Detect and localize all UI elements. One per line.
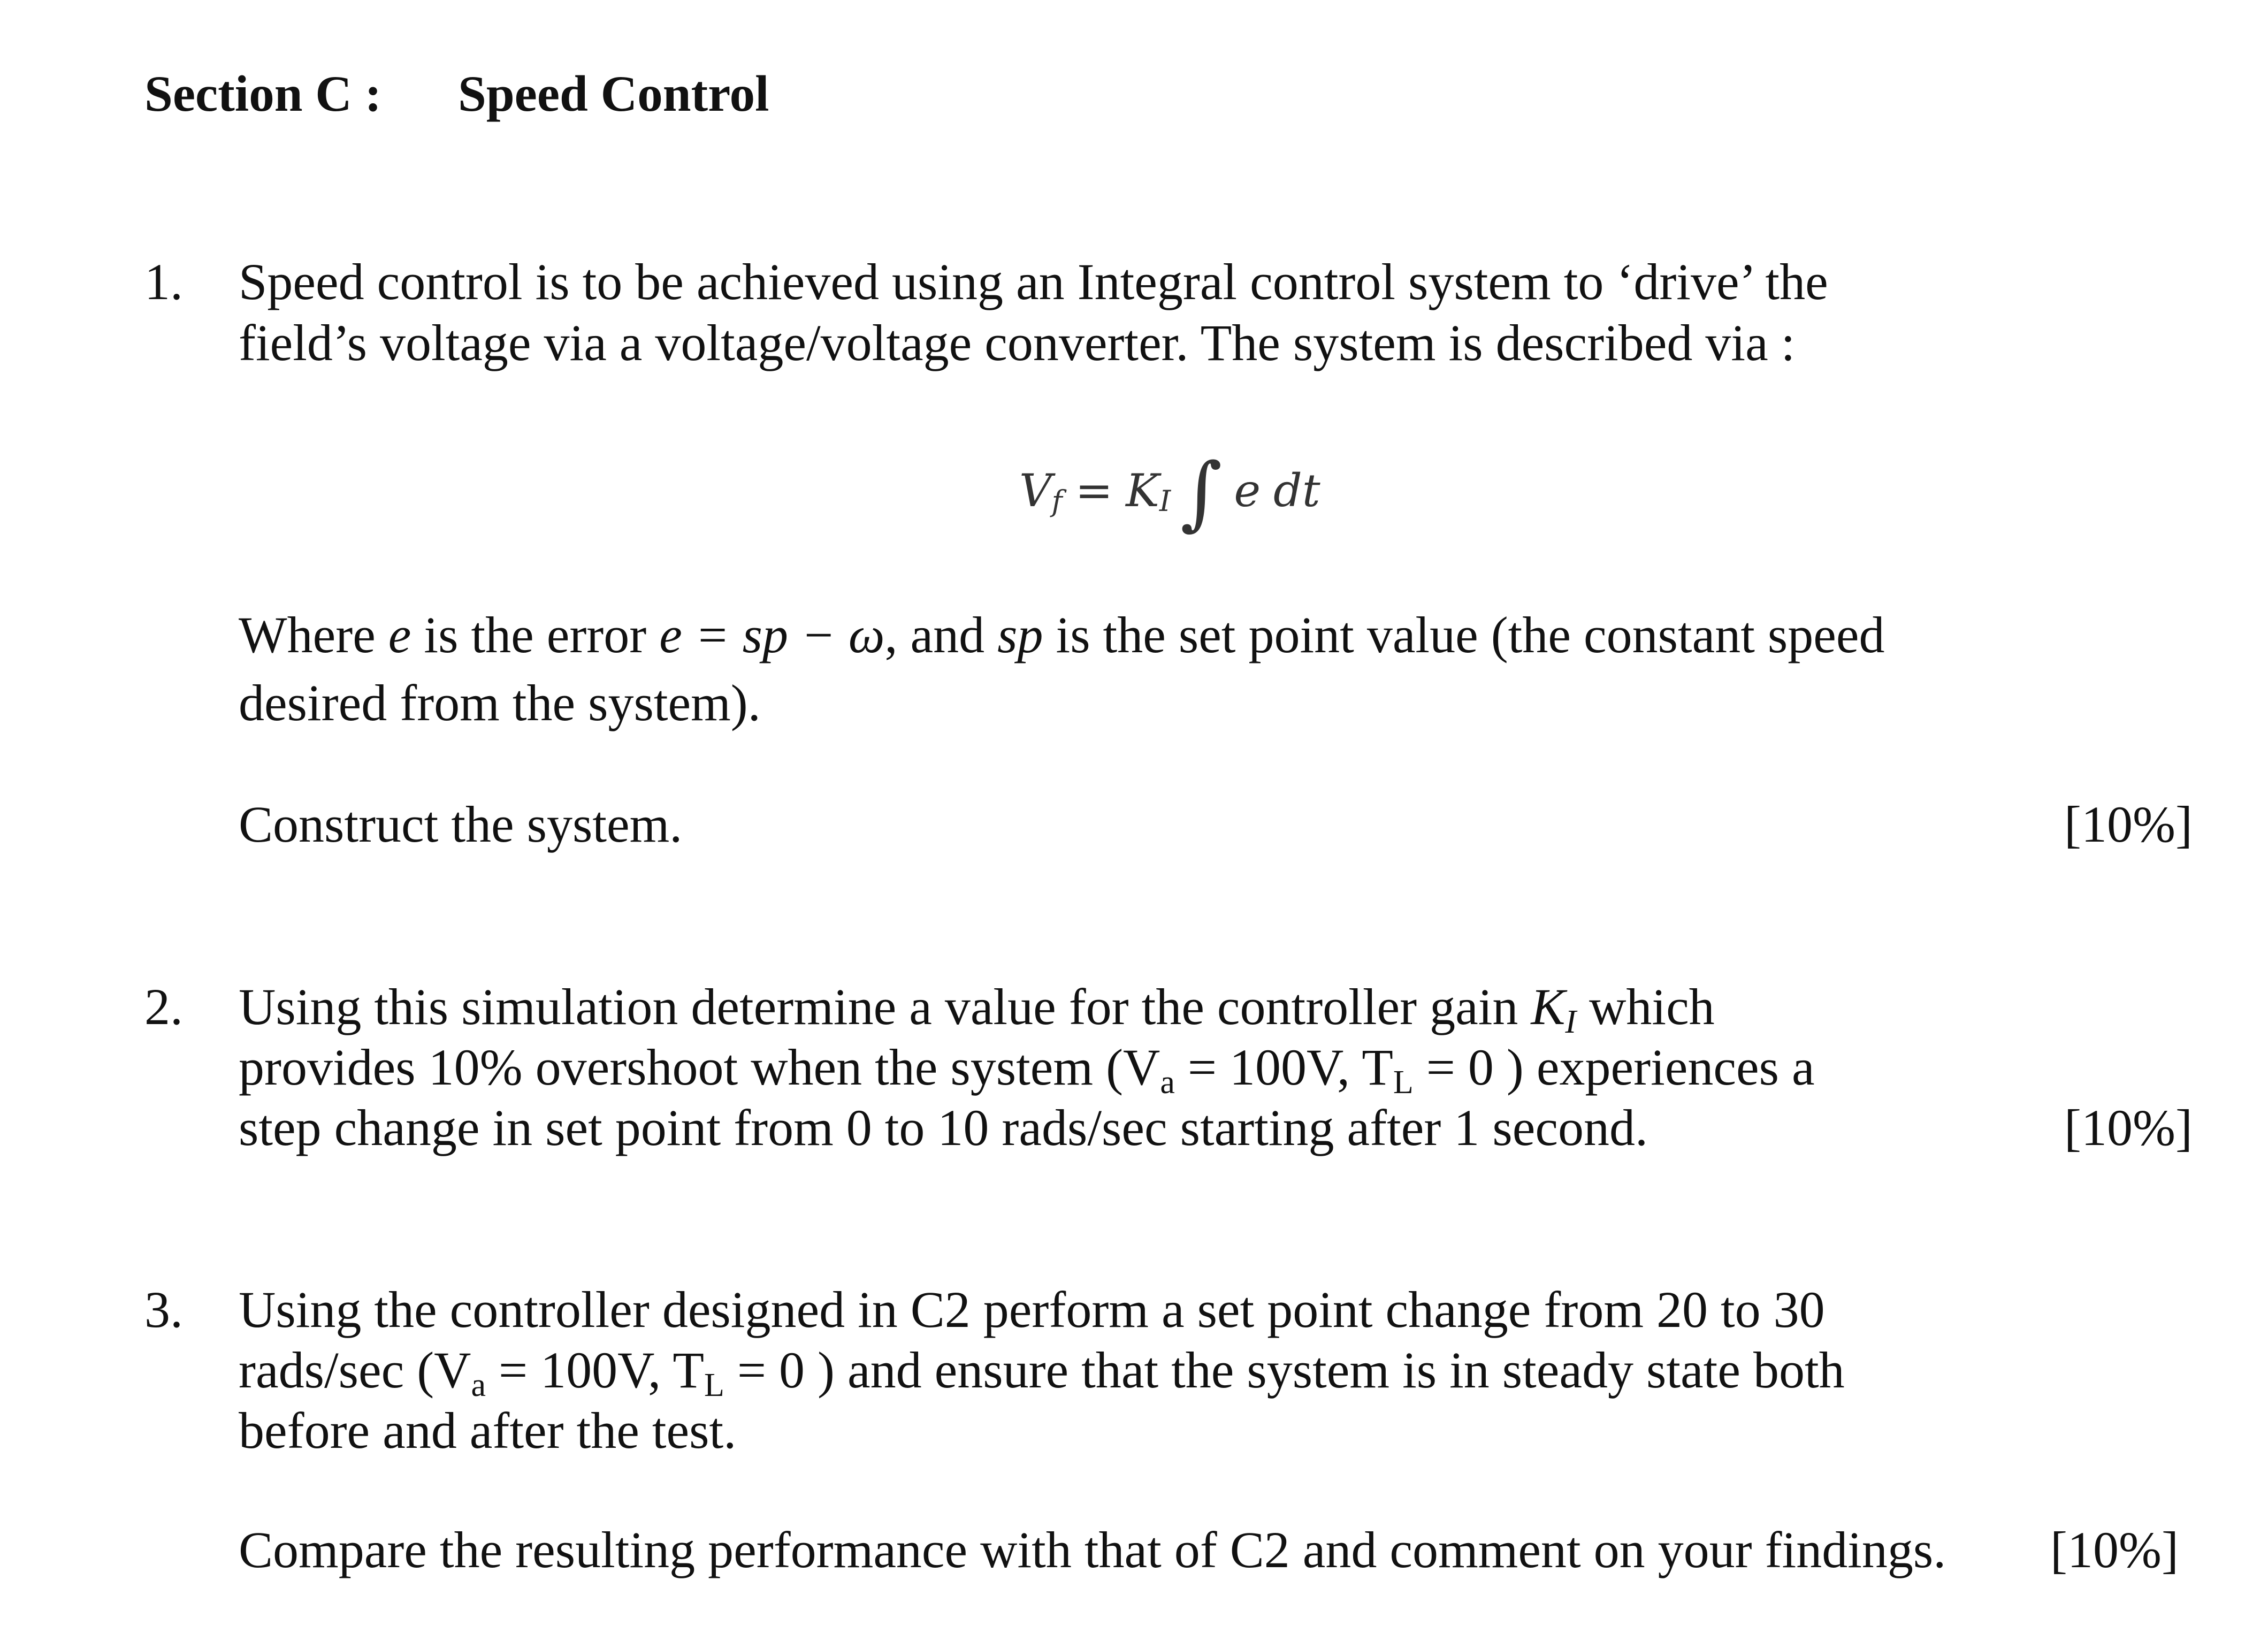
question-3-number: 3.: [144, 1281, 183, 1338]
va-subscript: a: [1160, 1064, 1175, 1101]
equation-equals: =: [1075, 464, 1113, 517]
where-text-1: Where: [239, 606, 388, 663]
q2-line-2-text-c: = 0 ) experiences a: [1413, 1039, 1815, 1096]
setpoint-variable: sp: [997, 606, 1043, 663]
question-2-line-3: step change in set point from 0 to 10 rads/sec starting after 1 second.: [239, 1099, 1648, 1156]
equation-lhs: V: [1019, 464, 1052, 517]
q2-line-2-text-b: = 100V, T: [1174, 1039, 1393, 1096]
question-3-marks: [10%]: [2050, 1521, 2179, 1578]
section-label: Section C :: [144, 65, 382, 122]
controller-gain: K: [1531, 978, 1566, 1035]
where-text-3: , and: [884, 606, 998, 663]
question-1-line-1: Speed control is to be achieved using an Integral control system to ‘drive’ the: [239, 253, 1828, 310]
error-variable: e: [388, 606, 411, 663]
question-3-compare: Compare the resulting performance with that of C2 and comment on your findings.: [239, 1521, 1946, 1578]
tl-subscript: L: [1393, 1064, 1414, 1101]
question-2-number: 2.: [144, 978, 183, 1035]
q3-line-2-text-c: = 0 ) and ensure that the system is in steady state both: [724, 1341, 1845, 1399]
tl-subscript: L: [704, 1367, 724, 1403]
equation-differential: dt: [1273, 464, 1320, 517]
question-3-line-3: before and after the test.: [239, 1402, 737, 1459]
equation-lhs-subscript: f: [1051, 484, 1063, 518]
equation-gain-subscript: I: [1159, 484, 1171, 518]
question-3-line-2: [239, 1340, 1845, 1407]
question-1-marks: [10%]: [2064, 796, 2193, 853]
integral-control-equation: [1019, 446, 1320, 539]
question-1-line-2: field’s voltage via a voltage/voltage converter. The system is described via :: [239, 314, 1796, 371]
question-1-number: 1.: [144, 253, 183, 310]
where-text-4: is the set point value (the constant speed: [1043, 606, 1885, 663]
equation-gain: K: [1126, 464, 1159, 517]
question-1-where-line-2: desired from the system).: [239, 674, 761, 731]
integral-symbol: ∫: [1180, 446, 1223, 539]
question-2-marks: [10%]: [2064, 1099, 2193, 1156]
controller-gain-subscript: I: [1565, 1004, 1577, 1040]
q3-line-2-text-b: = 100V, T: [486, 1341, 705, 1399]
q2-line-1-text-b: which: [1576, 978, 1715, 1035]
question-3-line-1: Using the controller designed in C2 perform a set point change from 20 to 30: [239, 1281, 1825, 1338]
section-title: Speed Control: [458, 65, 769, 122]
q2-line-2-text-a: provides 10% overshoot when the system (V: [239, 1039, 1160, 1096]
question-2-line-1: [239, 976, 1715, 1044]
va-subscript: a: [471, 1367, 486, 1403]
q2-line-1-text-a: Using this simulation determine a value for the controller gain: [239, 978, 1531, 1035]
error-expression: e = sp − ω: [659, 606, 885, 663]
where-text-2: is the error: [411, 606, 660, 663]
question-1-task: Construct the system.: [239, 796, 683, 853]
q3-line-2-text-a: rads/sec (V: [239, 1341, 471, 1399]
question-1-where-line-1: [239, 605, 1884, 665]
question-2-line-2: [239, 1037, 1815, 1104]
equation-integrand: e: [1234, 464, 1261, 517]
